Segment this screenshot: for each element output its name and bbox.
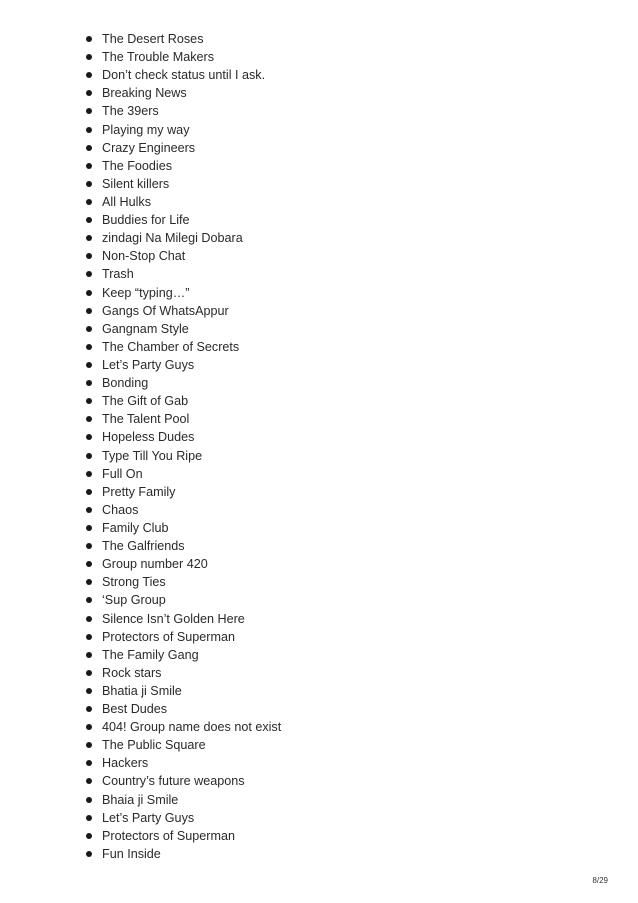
bullet-dot-icon (86, 815, 92, 821)
list-item-label: Let’s Party Guys (102, 357, 195, 372)
list-item-label: Breaking News (102, 86, 187, 101)
list-item-label: Hopeless Dudes (102, 430, 195, 445)
page-number: 8/29 (592, 876, 608, 885)
list-item (84, 682, 281, 700)
bullet-dot-icon (86, 543, 92, 549)
list-item (84, 84, 281, 102)
bullet-dot-icon (86, 489, 92, 495)
list-item-label: Pretty Family (102, 484, 176, 499)
list-item (84, 610, 281, 628)
bullet-dot-icon (86, 108, 92, 114)
list-item (84, 175, 281, 193)
bullet-dot-icon (86, 833, 92, 839)
bullet-dot-icon (86, 54, 92, 60)
bullet-dot-icon (86, 706, 92, 712)
list-item-label: Non-Stop Chat (102, 249, 186, 264)
list-item (84, 302, 281, 320)
bullet-dot-icon (86, 760, 92, 766)
list-item-label: Gangs Of WhatsAppur (102, 303, 229, 318)
list-item (84, 591, 281, 609)
bullet-dot-icon (86, 724, 92, 730)
bullet-dot-icon (86, 72, 92, 78)
bullet-dot-icon (86, 36, 92, 42)
bullet-dot-icon (86, 290, 92, 296)
list-item (84, 519, 281, 537)
bullet-dot-icon (86, 778, 92, 784)
list-item (84, 501, 281, 519)
list-item-label: The Galfriends (102, 539, 185, 554)
list-item (84, 66, 281, 84)
list-item-label: Hackers (102, 756, 149, 771)
list-item (84, 465, 281, 483)
list-item-label: The Chamber of Secrets (102, 339, 240, 354)
list-item-label: Keep “typing…” (102, 285, 190, 300)
list-item-label: Silent killers (102, 176, 170, 191)
list-item (84, 718, 281, 736)
bullet-dot-icon (86, 652, 92, 658)
list-item-label: Protectors of Superman (102, 629, 235, 644)
list-item-label: Let’s Party Guys (102, 810, 195, 825)
list-item-label: Best Dudes (102, 702, 168, 717)
list-item (84, 320, 281, 338)
list-item (84, 537, 281, 555)
list-item-label: The Trouble Makers (102, 50, 214, 65)
list-item-label: Full On (102, 466, 143, 481)
list-item (84, 664, 281, 682)
list-item (84, 193, 281, 211)
list-item-label: The Family Gang (102, 647, 199, 662)
list-item-label: The Gift of Gab (102, 394, 189, 409)
list-item-label: Strong Ties (102, 575, 166, 590)
list-item-label: All Hulks (102, 194, 151, 209)
list-item (84, 410, 281, 428)
list-item (84, 646, 281, 664)
bullet-dot-icon (86, 579, 92, 585)
list-item (84, 374, 281, 392)
bullet-dot-icon (86, 561, 92, 567)
bullet-dot-icon (86, 434, 92, 440)
list-item (84, 157, 281, 175)
bullet-dot-icon (86, 308, 92, 314)
list-item-label: Chaos (102, 502, 139, 517)
list-item-label: The Public Square (102, 738, 206, 753)
bullet-dot-icon (86, 398, 92, 404)
list-item (84, 229, 281, 247)
list-item (84, 102, 281, 120)
list-item-label: Bhatia ji Smile (102, 683, 182, 698)
bullet-dot-icon (86, 181, 92, 187)
bullet-dot-icon (86, 362, 92, 368)
list-item-label: The Desert Roses (102, 32, 204, 46)
list-item (84, 338, 281, 356)
list-item-label: Fun Inside (102, 846, 161, 861)
list-item-label: Rock stars (102, 665, 162, 680)
bullet-dot-icon (86, 507, 92, 513)
list-item (84, 628, 281, 646)
bullet-dot-icon (86, 127, 92, 133)
list-item-label: Type Till You Ripe (102, 448, 203, 463)
bullet-dot-icon (86, 90, 92, 96)
bullet-dot-icon (86, 235, 92, 241)
list-item (84, 30, 281, 48)
list-item-label: Buddies for Life (102, 213, 190, 228)
list-item-label: 404! Group name does not exist (102, 720, 282, 735)
list-item (84, 573, 281, 591)
bullet-dot-icon (86, 851, 92, 857)
bullet-dot-icon (86, 380, 92, 386)
list-item (84, 754, 281, 772)
list-item-label: The Talent Pool (102, 412, 190, 427)
list-item-label: Family Club (102, 520, 169, 535)
bullet-dot-icon (86, 616, 92, 622)
list-item (84, 700, 281, 718)
list-item (84, 356, 281, 374)
list-item-label: Silence Isn’t Golden Here (102, 611, 245, 626)
list-item (84, 139, 281, 157)
list-item (84, 211, 281, 229)
list-item-label: Bonding (102, 376, 149, 391)
bullet-dot-icon (86, 634, 92, 640)
bullet-dot-icon (86, 217, 92, 223)
list-item (84, 284, 281, 302)
bullet-dot-icon (86, 471, 92, 477)
list-item-label: Bhaia ji Smile (102, 792, 179, 807)
list-item (84, 772, 281, 790)
list-item (84, 845, 281, 863)
bullet-dot-icon (86, 271, 92, 277)
list-item (84, 392, 281, 410)
bullet-dot-icon (86, 163, 92, 169)
list-item-label: Protectors of Superman (102, 828, 235, 843)
bullet-dot-icon (86, 326, 92, 332)
bullet-dot-icon (86, 145, 92, 151)
list-item (84, 791, 281, 809)
list-item-label: Group number 420 (102, 557, 208, 572)
list-item (84, 736, 281, 754)
bullet-dot-icon (86, 253, 92, 259)
bullet-dot-icon (86, 344, 92, 350)
list-item-label: Crazy Engineers (102, 140, 196, 155)
list-item (84, 121, 281, 139)
bullet-dot-icon (86, 670, 92, 676)
bullet-dot-icon (86, 416, 92, 422)
list-item-label: ‘Sup Group (102, 593, 166, 608)
list-item-label: Country’s future weapons (102, 774, 245, 789)
list-item-label: Gangnam Style (102, 321, 189, 336)
list-item-label: Playing my way (102, 122, 190, 137)
list-item (84, 555, 281, 573)
list-item (84, 48, 281, 66)
bullet-dot-icon (86, 597, 92, 603)
list-item-label: The Foodies (102, 158, 173, 173)
bullet-dot-icon (86, 199, 92, 205)
bullet-dot-icon (86, 797, 92, 803)
bullet-dot-icon (86, 688, 92, 694)
list-item-label: Don’t check status until I ask. (102, 68, 266, 83)
list-item-label: Trash (102, 267, 134, 282)
bullet-dot-icon (86, 453, 92, 459)
list-item (84, 827, 281, 845)
group-name-list (84, 30, 281, 863)
list-item-label: zindagi Na Milegi Dobara (102, 231, 243, 246)
list-item (84, 447, 281, 465)
bullet-dot-icon (86, 525, 92, 531)
list-item (84, 428, 281, 446)
list-item (84, 265, 281, 283)
bullet-dot-icon (86, 742, 92, 748)
list-item (84, 809, 281, 827)
list-item (84, 483, 281, 501)
list-item-label: The 39ers (102, 104, 159, 119)
list-item (84, 247, 281, 265)
